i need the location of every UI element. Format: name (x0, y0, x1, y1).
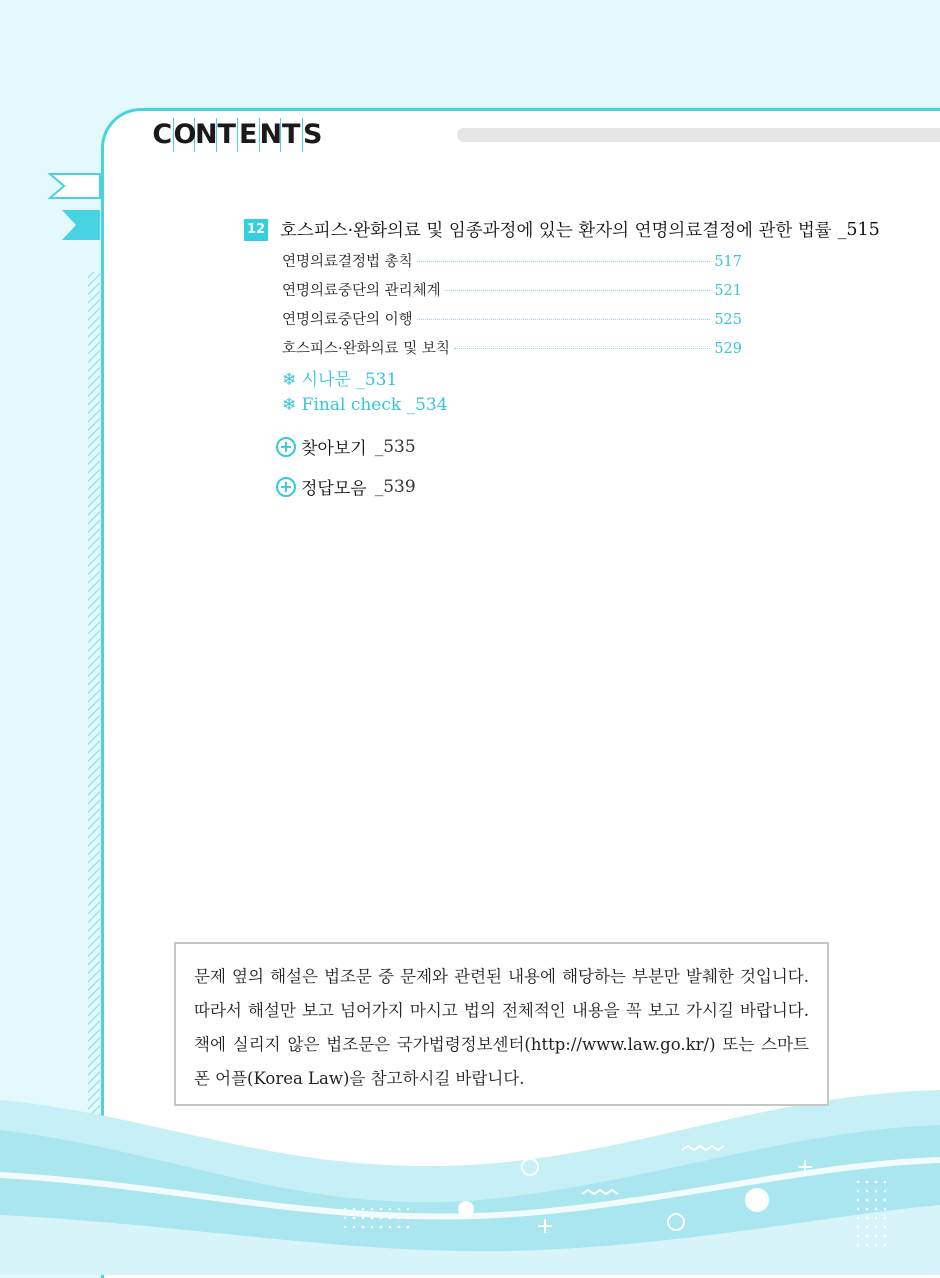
title-letter: S (303, 119, 323, 150)
extra-entry-page: _531 (356, 370, 398, 390)
toc-entry-label: 연명의료중단의 이행 (282, 312, 413, 328)
toc-entry-page: 525 (714, 312, 742, 328)
notice-box (174, 942, 829, 1106)
title-letter: N (259, 119, 283, 150)
toc-entry-label: 연명의료중단의 관리체계 (282, 283, 441, 299)
toc-entry-label: 연명의료결정법 총칙 (282, 254, 413, 270)
toc-entry-page: 529 (714, 341, 742, 357)
dot-decoration (458, 1201, 474, 1217)
toc-entry-label: 호스피스·완화의료 및 보칙 (282, 341, 450, 357)
title-letter: E (238, 118, 260, 152)
snowflake-icon: ❄ (282, 370, 297, 390)
chapter-number-badge: 12 (244, 219, 268, 241)
notice-text: 문제 옆의 해설은 법조문 중 문제와 관련된 내용에 해당하는 부분만 발췌한 것입니다. 따라서 해설만 보고 넘어가지 마시고 법의 전체적인 내용을 꼭 보고 가시길 바랍니다. 책에 실리지 않은 법조문은 국가법령정보센터(http://www.law.go.kr/) 또는 스마트폰 어플(Korea Law)을 참고하시길 바랍니다. (194, 967, 809, 1088)
extra-entry-label: 시나문 (301, 370, 351, 390)
appendix-entry-label: 정답모음 (301, 479, 367, 499)
dot-decoration (745, 1188, 769, 1212)
extra-entry-page: _534 (406, 395, 448, 415)
dot-grid (852, 1175, 886, 1249)
extra-entry-label: Final check (301, 395, 402, 415)
title-letter: C (152, 119, 173, 150)
toc-entry-page: 521 (714, 283, 742, 299)
title-letter: T (281, 118, 303, 152)
dot-grid (338, 1203, 410, 1233)
plus-circle-icon: + (276, 437, 296, 457)
appendix-entry-page: _539 (374, 476, 416, 497)
title-letter: O (173, 119, 197, 150)
snowflake-icon: ❄ (282, 395, 297, 415)
toc-entry-page: 517 (714, 254, 742, 270)
appendix-entry-page: _535 (374, 436, 416, 457)
appendix-entry-label: 찾아보기 (301, 439, 367, 459)
plus-circle-icon: + (276, 477, 296, 497)
title-letter: T (217, 118, 239, 152)
chapter-page: _515 (837, 219, 880, 240)
chapter-title: 호스피스·완화의료 및 임종과정에 있는 환자의 연명의료결정에 관한 법률 (280, 221, 832, 241)
title-letter: N (195, 119, 218, 150)
